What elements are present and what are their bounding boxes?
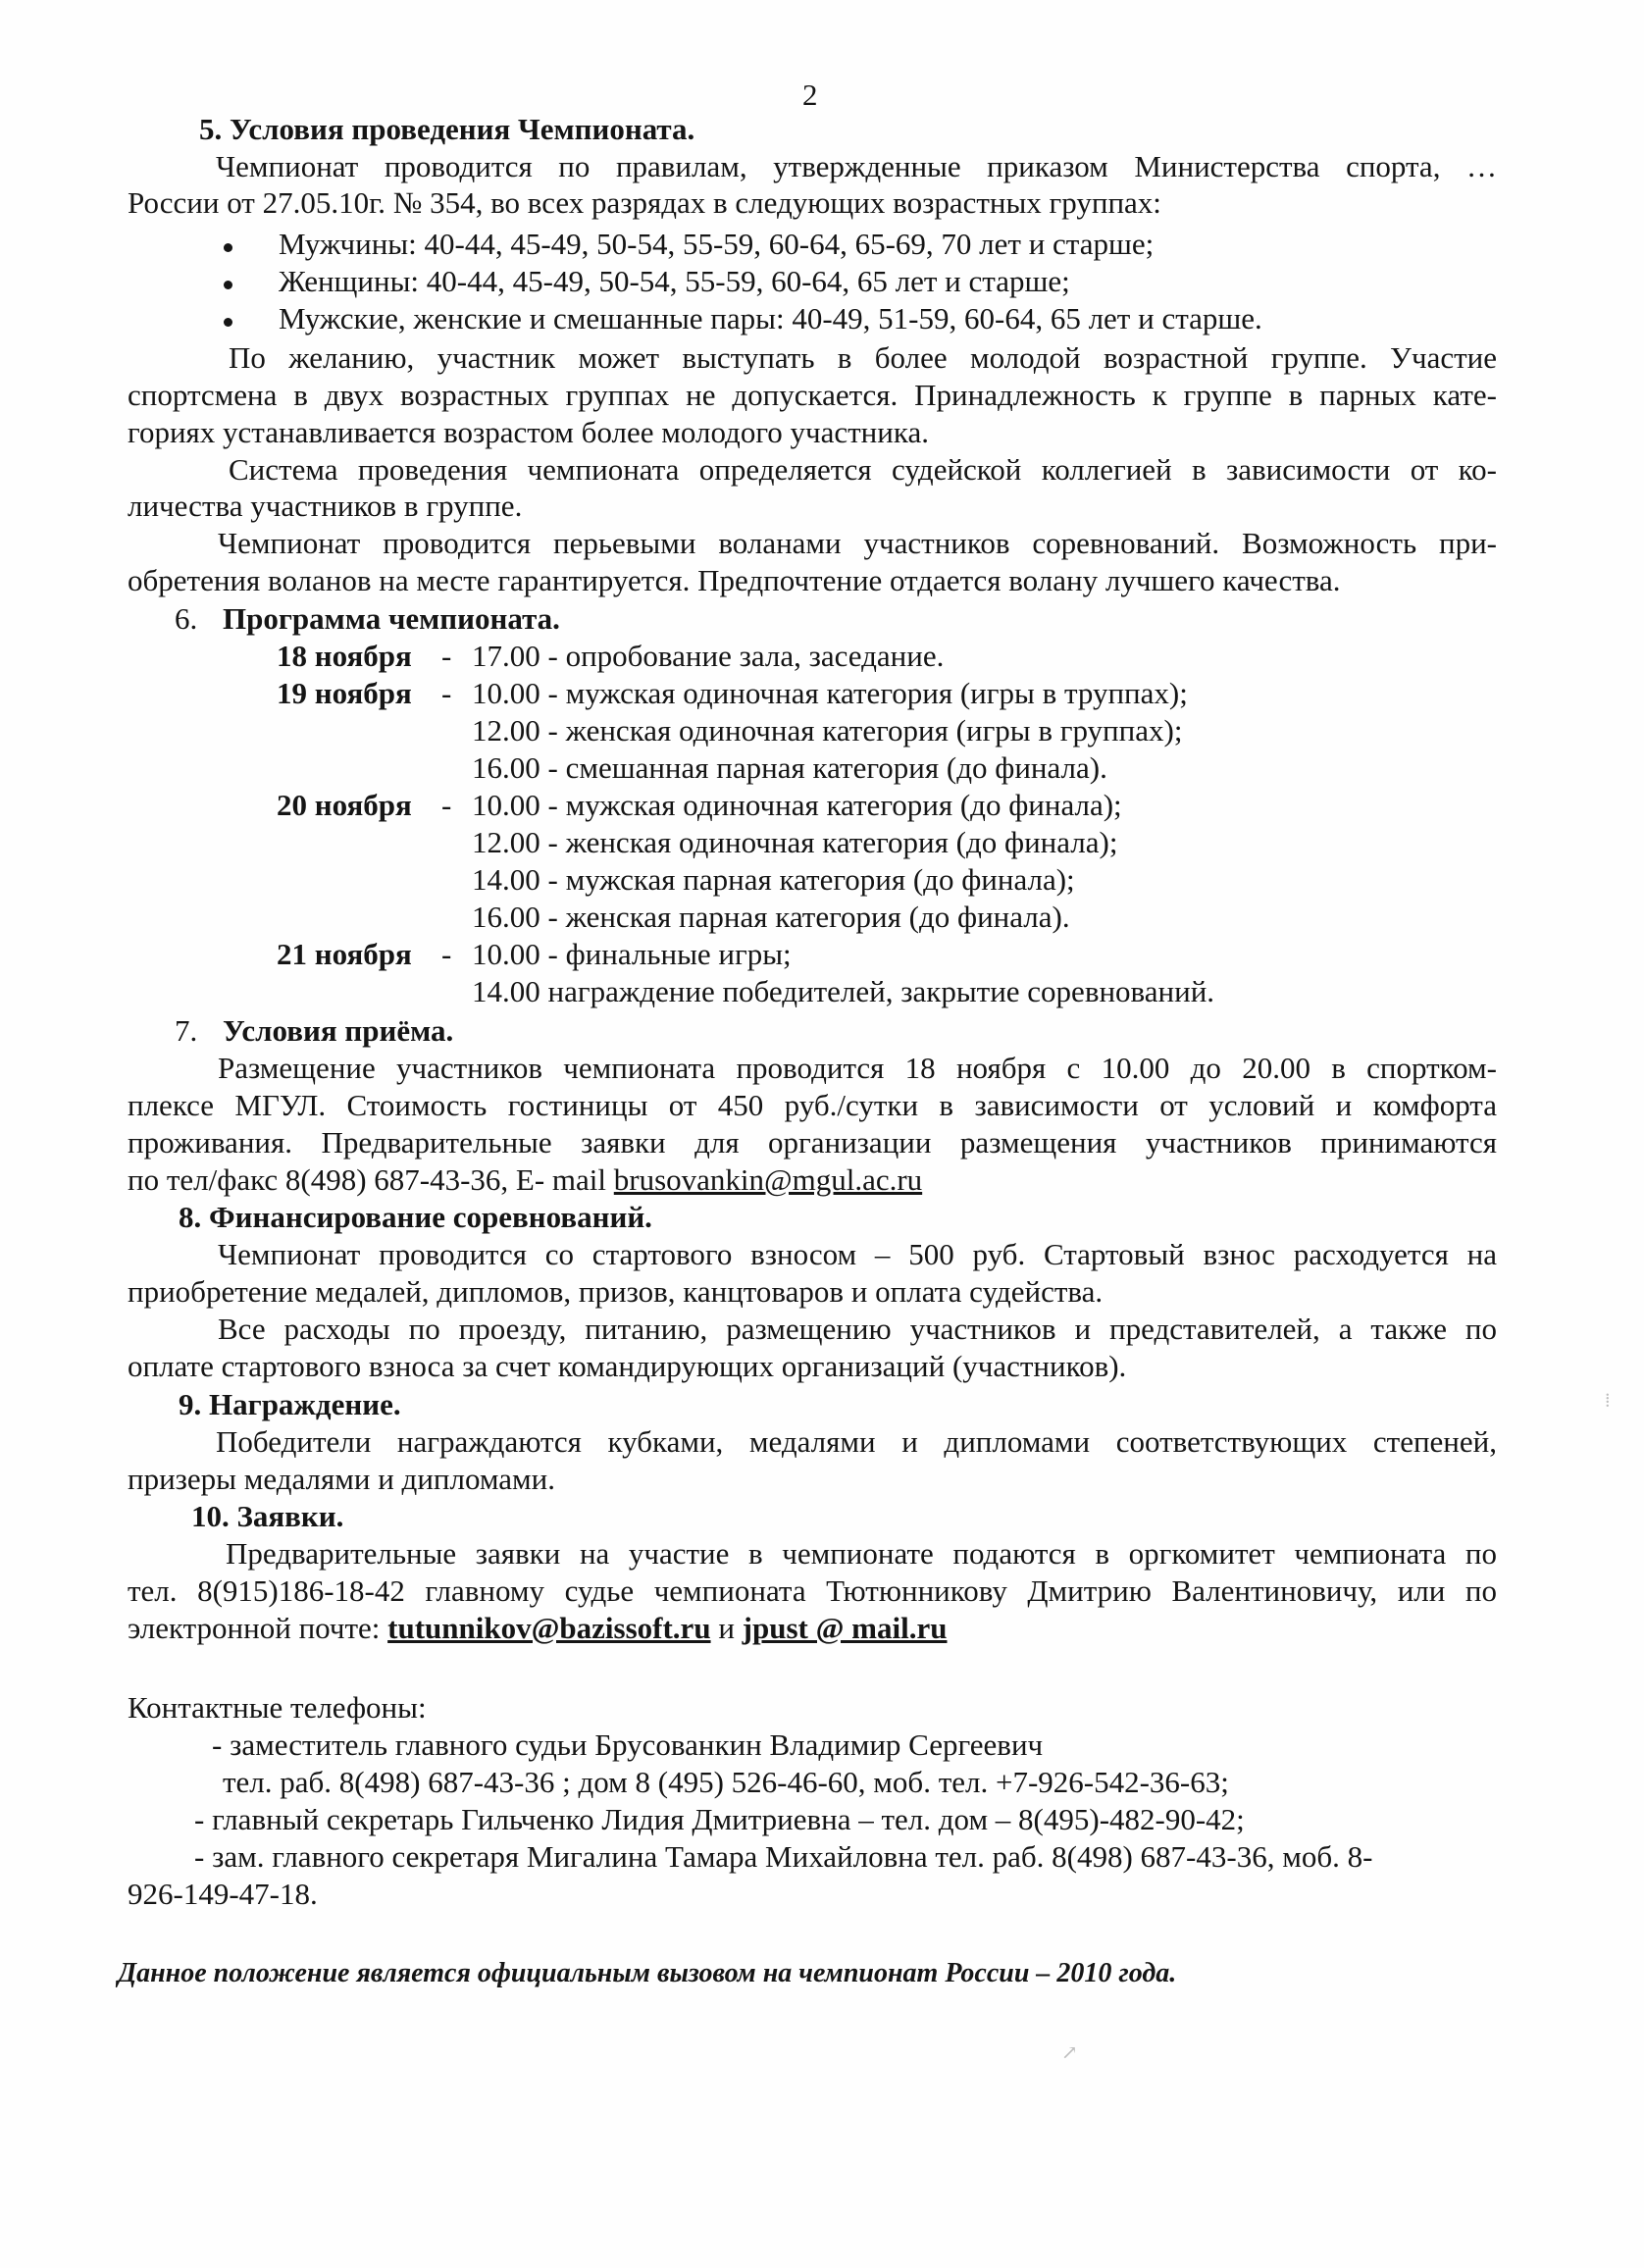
contact-line: тел. раб. 8(498) 687-43-36 ; дом 8 (495) 526-46-60, моб. тел. +7-926-542-36-63;	[223, 1765, 1229, 1799]
section-7-number: 7.	[175, 1013, 198, 1048]
scan-artifact: ↗	[1061, 2042, 1078, 2064]
section-7-line: проживания. Предварительные заявки для организации размещения участников принимаются	[128, 1125, 1497, 1160]
section-5-paragraph: обретения воланов на месте гарантируется. Предпочтение отдается волану лучшего качества.	[128, 563, 1341, 597]
section-5-line: России от 27.05.10г. № 354, во всех разрядах в следующих возрастных группах:	[128, 185, 1161, 220]
section-5-heading: 5. Условия проведения Чемпионата.	[199, 112, 695, 146]
email-separator: и	[710, 1611, 743, 1645]
bullet-icon	[224, 281, 232, 289]
section-5-paragraph: По желанию, участник может выступать в более молодой возрастной группе. Участие	[229, 340, 1497, 375]
scan-artifact: ⁞	[1605, 1390, 1611, 1412]
section-9-line: призеры медалями и дипломами.	[128, 1462, 556, 1496]
schedule-entry: 14.00 награждение победителей, закрытие соревнований.	[472, 974, 1215, 1008]
bullet-icon	[224, 243, 232, 252]
email-link-tutunnikov[interactable]: tutunnikov@bazissoft.ru	[387, 1611, 711, 1645]
section-8-line: Все расходы по проезду, питанию, размещению участников и представителей, а также по	[218, 1312, 1497, 1346]
schedule-entry: 12.00 - женская одиночная категория (игры в группах);	[472, 713, 1183, 747]
email-prefix: электронной почте:	[128, 1611, 388, 1645]
section-8-line: оплате стартового взноса за счет командирующих организаций (участников).	[128, 1349, 1127, 1383]
section-7-line: Размещение участников чемпионата проводится 18 ноября с 10.00 до 20.00 в спортком-	[218, 1051, 1497, 1085]
schedule-dash: -	[441, 676, 452, 710]
section-5-line: Чемпионат проводится по правилам, утвержденные приказом Министерства спорта, …	[216, 149, 1497, 183]
section-7-heading: Условия приёма.	[223, 1013, 454, 1048]
schedule-day: 21 ноября	[277, 937, 412, 971]
age-group-women: Женщины: 40-44, 45-49, 50-54, 55-59, 60-64, 65 лет и старше;	[279, 264, 1070, 298]
contacts-heading: Контактные телефоны:	[128, 1690, 427, 1725]
contact-line: - заместитель главного судьи Брусованкин Владимир Сергеевич	[212, 1727, 1044, 1762]
schedule-entry: 10.00 - мужская одиночная категория (игры в труппах);	[472, 676, 1188, 710]
section-10-email-line	[128, 1610, 947, 1647]
schedule-entry: 10.00 - мужская одиночная категория (до финала);	[472, 788, 1122, 822]
section-5-paragraph: гориях устанавливается возрастом более молодого участника.	[128, 415, 929, 449]
section-5-paragraph: спортсмена в двух возрастных группах не допускается. Принадлежность к группе в парных кате-	[128, 378, 1497, 412]
schedule-day: 18 ноября	[277, 639, 412, 673]
schedule-entry: 12.00 - женская одиночная категория (до финала);	[472, 825, 1118, 859]
section-6-heading: Программа чемпионата.	[223, 601, 560, 636]
section-8-line: Чемпионат проводится со стартового взносом – 500 руб. Стартовый взнос расходуется на	[218, 1237, 1497, 1271]
section-10-heading: 10. Заявки.	[191, 1499, 344, 1533]
section-5-paragraph: Система проведения чемпионата определяется судейской коллегией в зависимости от ко-	[229, 452, 1497, 487]
section-10-line: Предварительные заявки на участие в чемпионате подаются в оргкомитет чемпионата по	[226, 1536, 1497, 1571]
schedule-entry: 17.00 - опробование зала, заседание.	[472, 639, 945, 673]
schedule-dash: -	[441, 788, 452, 822]
section-9-line: Победители награждаются кубками, медалями и дипломами соответствующих степеней,	[216, 1424, 1497, 1459]
section-7-line: плексе МГУЛ. Стоимость гостиницы от 450 руб./сутки в зависимости от условий и комфорта	[128, 1088, 1497, 1122]
schedule-dash: -	[441, 639, 452, 673]
section-6-number: 6.	[175, 601, 198, 636]
email-link-brusovankin[interactable]: brusovankin@mgul.ac.ru	[613, 1162, 923, 1197]
contact-line: 926-149-47-18.	[128, 1877, 318, 1911]
section-5-paragraph: личества участников в группе.	[128, 489, 523, 523]
section-10-line: тел. 8(915)186-18-42 главному судье чемпионата Тютюнникову Дмитрию Валентиновичу, или по	[128, 1573, 1497, 1608]
footer-note: Данное положение является официальным вызовом на чемпионат России – 2010 года.	[118, 1958, 1177, 1988]
contact-line: - зам. главного секретаря Мигалина Тамара Михайловна тел. раб. 8(498) 687-43-36, моб. 8-	[194, 1839, 1373, 1874]
section-9-heading: 9. Награждение.	[179, 1387, 401, 1421]
bullet-icon	[224, 318, 232, 327]
section-7-contact-prefix: по тел/факс 8(498) 687-43-36, E- mail	[128, 1162, 614, 1197]
schedule-entry: 14.00 - мужская парная категория (до финала);	[472, 862, 1075, 897]
section-8-line: приобретение медалей, дипломов, призов, канцтоваров и оплата судейства.	[128, 1274, 1104, 1309]
schedule-entry: 10.00 - финальные игры;	[472, 937, 792, 971]
page-number: 2	[802, 77, 818, 112]
contact-line: - главный секретарь Гильченко Лидия Дмитриевна – тел. дом – 8(495)-482-90-42;	[194, 1802, 1245, 1836]
section-7-contact-line	[128, 1161, 922, 1199]
email-link-jpust[interactable]: jpust @ mail.ru	[742, 1611, 948, 1645]
schedule-entry: 16.00 - женская парная категория (до финала).	[472, 900, 1070, 934]
section-8-heading: 8. Финансирование соревнований.	[179, 1200, 652, 1234]
schedule-dash: -	[441, 937, 452, 971]
age-group-men: Мужчины: 40-44, 45-49, 50-54, 55-59, 60-64, 65-69, 70 лет и старше;	[279, 227, 1155, 261]
age-group-pairs: Мужские, женские и смешанные пары: 40-49, 51-59, 60-64, 65 лет и старше.	[279, 301, 1262, 335]
schedule-day: 19 ноября	[277, 676, 412, 710]
schedule-entry: 16.00 - смешанная парная категория (до финала).	[472, 750, 1107, 785]
section-5-paragraph: Чемпионат проводится перьевыми воланами участников соревнований. Возможность при-	[218, 526, 1497, 560]
schedule-day: 20 ноября	[277, 788, 412, 822]
